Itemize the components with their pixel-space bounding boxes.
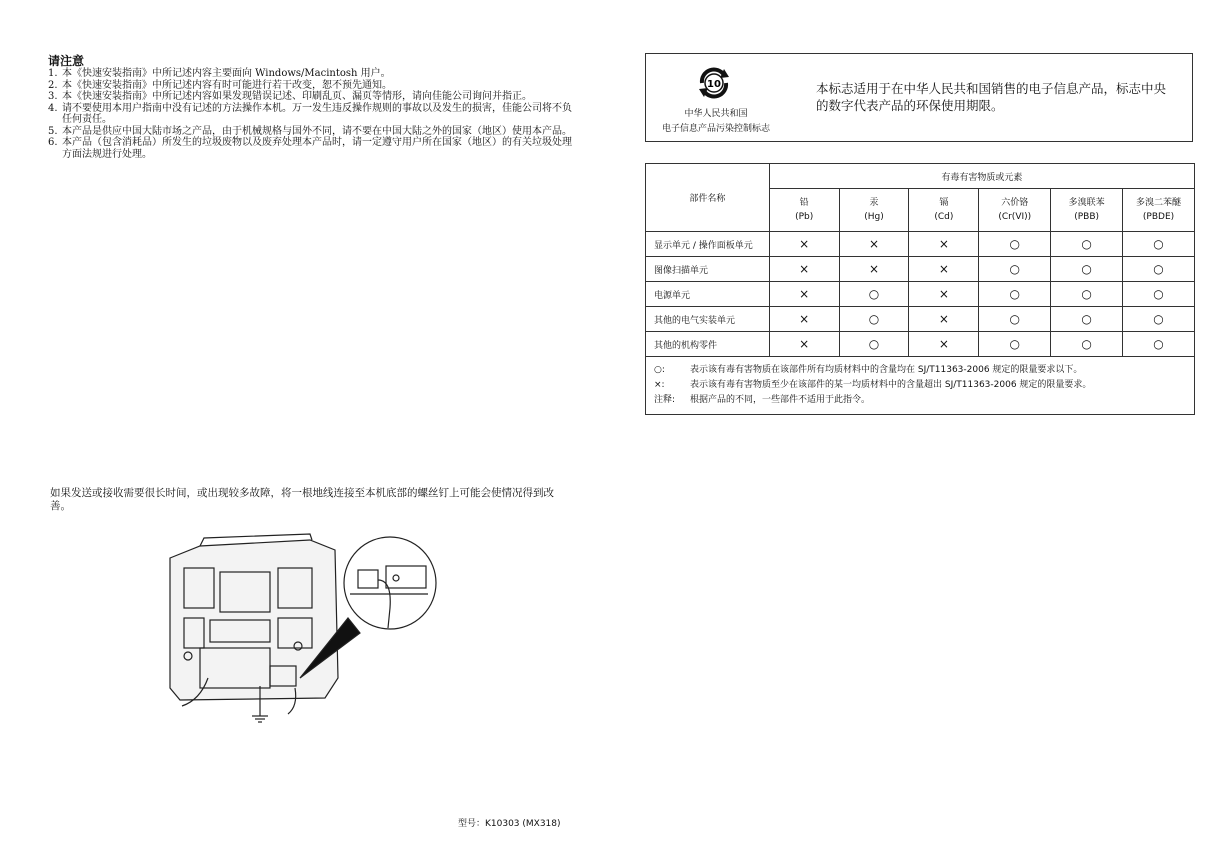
substance-name: 六价铬 [1001,198,1029,208]
substance-header [769,189,839,232]
substance-mark-cell: ○ [1051,282,1123,307]
substance-mark-cell: × [769,282,839,307]
notice-item-text: 本《快速安装指南》中所记述内容主要面向 Windows/Macintosh 用户。 [62,68,391,79]
substance-mark-cell: × [839,257,909,282]
note-key: ×: [654,380,665,390]
note-key: 注释: [654,395,676,405]
substance-mark-cell: × [769,332,839,357]
logo-caption-line1: 中华人民共和国 [684,109,748,119]
table-row [646,257,1195,282]
substances-group-header: 有毒有害物质或元素 [769,164,1194,189]
substance-mark-cell: ○ [979,307,1051,332]
part-name-cell: 其他的电气实装单元 [646,307,770,332]
substance-name: 多溴二苯醚 [1136,198,1182,208]
table-row [646,282,1195,307]
substance-mark-cell: ○ [1051,307,1123,332]
note-line [654,393,1186,408]
part-name-cell: 电源单元 [646,282,770,307]
substance-header [979,189,1051,232]
notice-item-number: 3. [48,91,58,102]
substance-mark-cell: ○ [839,332,909,357]
substance-symbol: (Cd) [934,212,954,222]
substance-mark-cell: × [909,257,979,282]
substance-mark-cell: ○ [979,332,1051,357]
substance-symbol: (Hg) [864,212,884,222]
notice-item [48,91,572,103]
note-text: 表示该有毒有害物质在该部件所有均质材料中的含量均在 SJ/T11363-2006 规定的限量要求以下。 [690,365,1083,375]
substance-mark-cell: × [909,282,979,307]
substance-mark-cell: ○ [979,232,1051,257]
substance-symbol: (Pb) [795,212,814,222]
note-line [654,363,1186,378]
table-row [646,307,1195,332]
table-notes [646,357,1195,415]
substance-name: 多溴联苯 [1068,198,1105,208]
table-row [646,232,1195,257]
notice-list [48,68,572,160]
substance-symbol: (PBDE) [1142,212,1175,222]
notice-item-number: 1. [48,68,58,79]
substance-mark-cell: ○ [979,282,1051,307]
part-name-cell: 图像扫描单元 [646,257,770,282]
substance-mark-cell: ○ [1123,257,1195,282]
notice-title: 请注意 [48,54,85,68]
substance-mark-cell: × [839,232,909,257]
notice-item-text: 请不要使用本用户指南中没有记述的方法操作本机。万一发生违反操作规则的事故以及发生的损害，佳能公司将不负任何责任。 [62,102,572,125]
substance-mark-cell: × [769,232,839,257]
substance-mark-cell: × [769,257,839,282]
ground-wire-instruction: 如果发送或接收需要很长时间，或出现较多故障，将一根地线连接至本机底部的螺丝钉上可能会使情况得到改善。 [50,487,554,512]
substance-mark-cell: × [909,232,979,257]
substance-mark-cell: ○ [1051,232,1123,257]
ground-wire-illustration [160,528,450,728]
substance-mark-cell: ○ [1051,332,1123,357]
substance-header [1051,189,1123,232]
notice-item-text: 本产品（包含消耗品）所发生的垃圾废物以及废弃处理本产品时，请一定遵守用户所在国家（地区）的有关垃圾处理方面法规进行处理。 [62,137,572,160]
substance-name: 汞 [869,198,879,208]
notice-item-number: 4. [48,102,58,114]
substance-mark-cell: × [909,332,979,357]
notice-item-number: 5. [48,125,58,137]
hazardous-substances-table [645,163,1195,415]
notice-item [48,103,572,126]
efup-10-logo-icon [694,66,734,100]
notice-item [48,126,572,138]
substance-header [909,189,979,232]
substance-mark-cell: ○ [1123,307,1195,332]
substance-name: 铅 [799,198,809,208]
notice-item-number: 2. [48,79,58,91]
notice-item-text: 本产品是供应中国大陆市场之产品，由于机械规格与国外不同，请不要在中国大陆之外的国家（地区）使用本产品。 [62,125,572,137]
note-text: 根据产品的不同，一些部件不适用于此指令。 [690,395,871,405]
substance-symbol: (PBB) [1074,212,1100,222]
notice-item [48,80,572,92]
substance-header [839,189,909,232]
note-key: ○: [654,365,665,375]
model-number: 型号：K10303 (MX318) [458,819,561,829]
substance-mark-cell: × [909,307,979,332]
note-text: 表示该有毒有害物质至少在该部件的某一均质材料中的含量超出 SJ/T11363-2006 规定的限量要求。 [690,380,1092,390]
logo-number: 10 [707,79,721,90]
notice-item [48,68,572,80]
substance-mark-cell: ○ [1051,257,1123,282]
notice-item [48,137,572,160]
part-name-cell: 显示单元 / 操作面板单元 [646,232,770,257]
logo-caption-line2: 电子信息产品污染控制标志 [661,124,770,134]
substance-mark-cell: ○ [839,307,909,332]
part-name-cell: 其他的机构零件 [646,332,770,357]
substance-mark-cell: ○ [1123,332,1195,357]
note-line [654,378,1186,393]
table-row [646,332,1195,357]
substance-symbol: (Cr(VI)) [998,212,1032,222]
substance-name: 镉 [939,198,949,208]
table-body [646,232,1195,357]
substance-mark-cell: ○ [1123,282,1195,307]
substance-mark-cell: ○ [839,282,909,307]
substance-mark-cell: × [769,307,839,332]
notice-item-text: 本《快速安装指南》中所记述内容有时可能进行若干改变，恕不预先通知。 [62,79,392,91]
notice-item-number: 6. [48,137,58,148]
notice-item-text: 本《快速安装指南》中所记述内容如果发现错误记述、印刷乱页、漏页等情形，请向佳能公司询问并指正。 [62,91,532,102]
logo-statement: 本标志适用于在中华人民共和国销售的电子信息产品，标志中央的数字代表产品的环保使用期限。 [816,81,1167,113]
substance-header [1123,189,1195,232]
pollution-control-logo-box [645,53,1193,142]
substance-mark-cell: ○ [1123,232,1195,257]
substance-mark-cell: ○ [979,257,1051,282]
part-name-header: 部件名称 [646,164,770,232]
